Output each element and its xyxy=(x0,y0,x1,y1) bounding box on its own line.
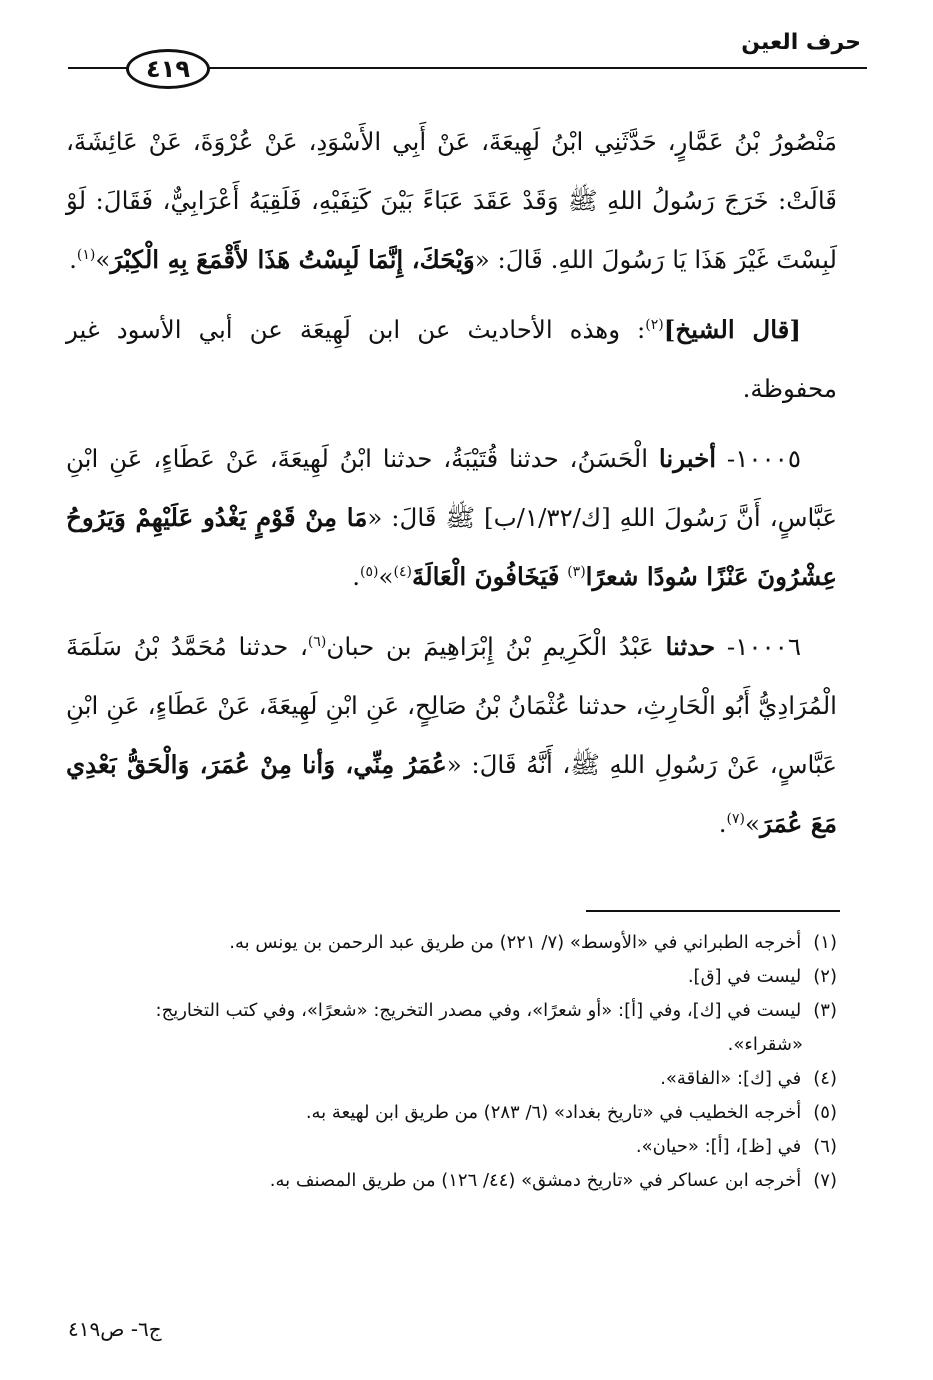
p3-end: . xyxy=(352,562,361,591)
p2-sheikh-bold: [قال الشيخ] xyxy=(663,315,801,344)
p1-hadith-bold: وَيْحَكَ، إِنَّمَا لَبِسْتُ هَذَا لأَقْمَعَ بِهِ الْكِبْرَ xyxy=(110,245,475,274)
hadith-number-10006: ١٠٠٠٦- xyxy=(726,632,801,661)
p3-quote-close: » xyxy=(378,562,394,591)
paragraph-hadith-10005 xyxy=(66,429,837,606)
p4-end: . xyxy=(718,809,727,838)
footnote-3-continuation xyxy=(66,1028,837,1062)
p1-end: . xyxy=(69,245,77,274)
footnote-text: في [ظ]، [أ]: «حيان». xyxy=(635,1136,802,1157)
footnote-2 xyxy=(66,960,837,994)
p3-isnad: الْحَسَنُ، حدثنا قُتَيْبَةُ، حدثنا ابْنُ لَهِيعَةَ، عَنْ عَطَاءٍ، عَنِ ابْنِ عَبَّاسٍ، أَنَّ رَسُولَ اللهِ [ك/١/٣٢/ب] ﷺ قَالَ: « xyxy=(66,444,837,532)
hadith-number-10005: ١٠٠٠٥- xyxy=(726,444,801,473)
p3-matn-bold-end: فَيَخَافُونَ الْعَالَةَ xyxy=(411,562,560,591)
footnote-number: (٧) xyxy=(813,1170,837,1191)
paragraph-hadith-10006 xyxy=(66,617,837,853)
footnote-number: (٦) xyxy=(813,1136,837,1157)
p2-text: : وهذه الأحاديث عن ابن لَهِيعَة عن أبي الأسود غير محفوظة. xyxy=(66,315,837,403)
p4-isnad-a: عَبْدُ الْكَرِيمِ بْنُ إِبْرَاهِيمَ بن حبان xyxy=(326,632,654,661)
footnote-number: (٣) xyxy=(813,1000,837,1021)
footnote-text: أخرجه الخطيب في «تاريخ بغداد» (٦/ ٢٨٣) من طريق ابن لهيعة به. xyxy=(305,1102,802,1123)
footnote-6 xyxy=(66,1130,837,1164)
footnote-number: (٢) xyxy=(813,966,837,987)
footnote-1 xyxy=(66,926,837,960)
footnote-text: «شقراء». xyxy=(727,1034,803,1055)
footnote-ref-7[interactable]: (٧) xyxy=(726,810,745,827)
footnotes xyxy=(66,926,837,1198)
paragraph-2 xyxy=(66,300,837,418)
p4-quote-close: » xyxy=(745,809,760,838)
footnote-5 xyxy=(66,1096,837,1130)
footnote-text: ليست في [ك]، وفي [أ]: «أو شعرًا»، وفي مصدر التخريج: «شعرًا»، وفي كتب التخاريج: xyxy=(155,1000,802,1021)
footnote-7 xyxy=(66,1164,837,1198)
p4-haddathana: حدثنا xyxy=(665,632,716,661)
page-number: ٤١٩ xyxy=(146,55,190,83)
footnote-text: في [ك]: «الفاقة». xyxy=(660,1068,802,1089)
footnote-number: (٤) xyxy=(813,1068,837,1089)
p1-quote-close: » xyxy=(95,245,111,274)
footnote-ref-2[interactable]: (٢) xyxy=(645,316,664,333)
footnote-text: أخرجه الطبراني في «الأوسط» (٧/ ٢٢١) من طريق عبد الرحمن بن يونس به. xyxy=(229,932,802,953)
footnote-text: ليست في [ق]. xyxy=(687,966,802,987)
footnote-ref-1[interactable]: (١) xyxy=(76,246,96,263)
p3-matn-bold: مَا مِنْ قَوْمٍ يَغْدُو عَلَيْهِمْ وَيَرُوحُ عِشْرُونَ عَنْزًا سُودًا شعرًا xyxy=(66,503,837,591)
p3-akhbarana: أخبرنا xyxy=(658,444,717,473)
p4-isnad-b: ، حدثنا مُحَمَّدُ بْنُ سَلَمَةَ الْمُرَادِيُّ أَبُو الْحَارِثِ، حدثنا عُثْمَانُ بْنُ صَالِحٍ، عَنِ ابْنِ لَهِيعَةَ، عَنْ عَطَاءٍ، عَنِ ابْنِ عَبَّاسٍ، عَنْ رَسُولِ اللهِ ﷺ، أَنَّهُ قَالَ: « xyxy=(66,632,837,779)
footnote-ref-6[interactable]: (٦) xyxy=(307,633,327,650)
footnote-4 xyxy=(66,1062,837,1096)
footnote-text: أخرجه ابن عساكر في «تاريخ دمشق» (٤٤/ ١٢٦) من طريق المصنف به. xyxy=(269,1170,802,1191)
footnote-separator xyxy=(586,910,840,912)
footnote-number: (٥) xyxy=(813,1102,837,1123)
volume-page-reference: ج٦- ص٤١٩ xyxy=(68,1317,162,1341)
footnote-ref-5[interactable]: (٥) xyxy=(360,563,379,580)
footnote-3 xyxy=(66,994,837,1028)
footnote-number: (١) xyxy=(813,932,837,953)
footnote-ref-4[interactable]: (٤) xyxy=(393,563,412,580)
paragraph-1 xyxy=(66,112,837,289)
p1-text: مَنْصُورُ بْنُ عَمَّارٍ، حَدَّثَنِي ابْنُ لَهِيعَةَ، عَنْ أَبِي الأَسْوَدِ، عَنْ عُرْوَةَ، عَنْ عَائِشَةَ، قَالَتْ: خَرَجَ رَسُولُ اللهِ ﷺ وَقَدْ عَقَدَ عَبَاءً بَيْنَ كَتِفَيْهِ، فَلَقِيَهُ أَعْرَابِيٌّ، فَقَالَ: لَوْ لَبِسْتَ غَيْرَ هَذَا يَا رَسُولَ اللهِ. قَالَ: « xyxy=(66,127,837,274)
main-text xyxy=(66,112,837,864)
p4-matn-bold: عُمَرُ مِنِّي، وَأنا مِنْ عُمَرَ، وَالْحَقُّ بَعْدِي مَعَ عُمَرَ xyxy=(66,750,837,838)
footnote-ref-3[interactable]: (٣) xyxy=(567,563,586,580)
page-number-oval xyxy=(126,49,210,89)
running-header-title: حرف العين xyxy=(741,30,861,55)
